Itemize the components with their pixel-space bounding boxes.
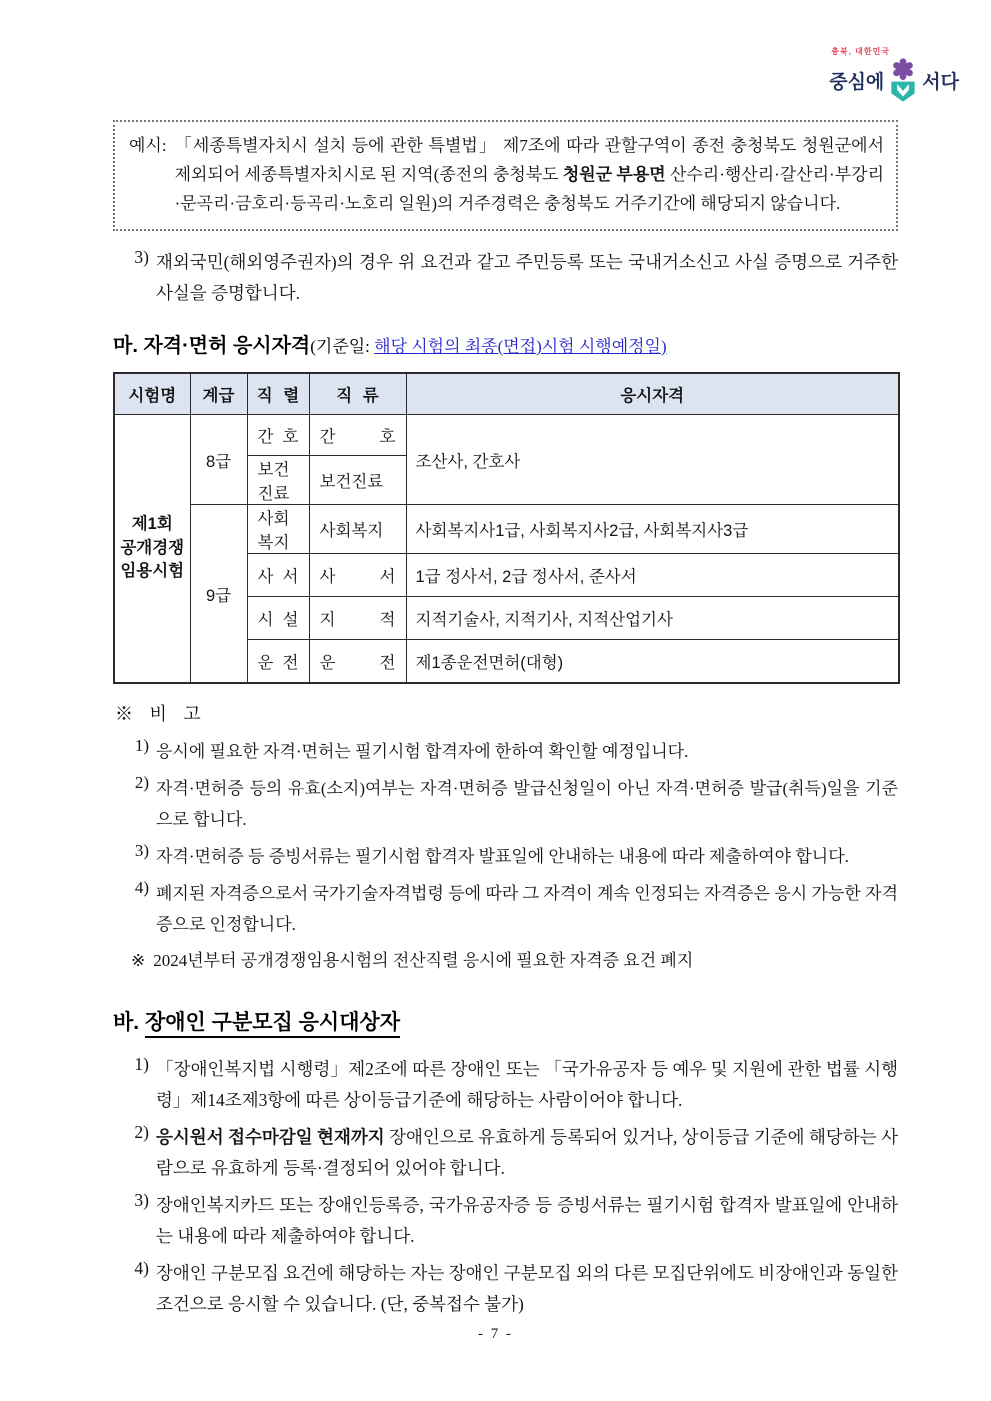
logo-mark [888, 58, 918, 102]
table-header-row [114, 373, 899, 415]
series-cell: 시 설 [247, 597, 309, 640]
item-number: 3) [134, 1190, 149, 1210]
class-cell: 간 호 [309, 415, 406, 456]
disabled-item [125, 1122, 898, 1184]
disabled-item [125, 1258, 898, 1320]
item-text [156, 1122, 898, 1184]
col-grade: 계급 [190, 373, 247, 415]
class-cell: 사회복지 [309, 505, 406, 554]
item-text-bold: 응시원서 접수마감일 현재까지 [156, 1127, 385, 1147]
chungbuk-logo [829, 46, 959, 102]
series-cell: 보건진료 [247, 456, 309, 505]
item-number: 3) [134, 247, 149, 267]
qualification-cell: 조산사, 간호사 [406, 415, 899, 505]
item-text: 응시에 필요한 자격·면허는 필기시험 합격자에 한하여 확인할 예정입니다. [156, 742, 689, 761]
remarks-header: ※ 비 고 [115, 704, 201, 724]
remark-item [125, 841, 898, 872]
item-number: 2) [134, 1122, 149, 1142]
section-label: 마. [113, 335, 138, 357]
residency-item-3 [125, 247, 898, 309]
class-cell: 사 서 [309, 554, 406, 597]
logo-tagline: 충북, 대한민국 [831, 47, 891, 56]
section-label: 바. [113, 1011, 140, 1034]
series-cell: 사 서 [247, 554, 309, 597]
class-cell: 운 전 [309, 640, 406, 684]
criteria-date-link[interactable]: 해당 시험의 최종(면접)시험 시행예정일) [374, 337, 667, 356]
series-cell: 운 전 [247, 640, 309, 684]
remark-item [125, 878, 898, 940]
qualification-cell: 제1종운전면허(대형) [406, 640, 899, 684]
qualification-cell: 사회복지사1급, 사회복지사2급, 사회복지사3급 [406, 505, 899, 554]
grade-9-cell: 9급 [190, 505, 247, 684]
example-text-run: 「세종특별자치시 설치 등에 관한 특별법」 제7조에 따라 관할구역이 종전 충청북도 청원군에서 제외되어 세종특별자치시로 된 지역(종전의 충청북도 [174, 136, 884, 184]
disabled-item [125, 1190, 898, 1252]
example-text-bold: 청원군 부용면 [562, 165, 666, 184]
item-number: 3) [134, 841, 149, 860]
table-row [114, 415, 899, 456]
exam-name-line: 제1회 [131, 514, 173, 533]
qualification-table [113, 372, 900, 684]
disabled-item [125, 1054, 898, 1116]
class-cell: 보건진료 [309, 456, 406, 505]
exam-name-cell [114, 415, 190, 684]
example-label: 예시: [129, 136, 167, 155]
item-text: 재외국민(해외영주권자)의 경우 위 요건과 같고 주민등록 또는 국내거소신고 사실 증명으로 거주한 사실을 증명합니다. [156, 252, 898, 303]
item-text: 장애인복지카드 또는 장애인등록증, 국가유공자증 등 증빙서류는 필기시험 합격자 발표일에 안내하는 내용에 따라 제출하여야 합니다. [156, 1195, 898, 1246]
page-number: - 7 - [478, 1326, 513, 1342]
item-text: 자격·면허증 등 증빙서류는 필기시험 합격자 발표일에 안내하는 내용에 따라 제출하여야 합니다. [156, 847, 849, 866]
col-qualification: 응시자격 [406, 373, 899, 415]
grade-8-cell: 8급 [190, 415, 247, 505]
remark-extra-note [131, 946, 898, 976]
item-text: 자격·면허증 등의 유효(소지)여부는 자격·면허증 발급신청일이 아닌 자격·면허증 발급(취득)일을 기준으로 합니다. [156, 779, 898, 829]
shield-icon [892, 82, 915, 102]
item-number: 1) [134, 1054, 149, 1074]
col-series: 직 렬 [247, 373, 309, 415]
class-cell: 지 적 [309, 597, 406, 640]
item-number: 1) [134, 736, 149, 755]
example-text [175, 131, 884, 218]
asterisk-marker: ※ [131, 951, 146, 970]
item-text: 2024년부터 공개경쟁임용시험의 전산직렬 응시에 필요한 자격증 요건 폐지 [153, 951, 694, 970]
logo-text-left: 중심에 [829, 71, 885, 93]
logo-text-right: 서다 [922, 71, 959, 93]
item-text: 폐지된 자격증으로서 국가기술자격법령 등에 따라 그 자격이 계속 인정되는 자격증은 응시 가능한 자격증으로 인정합니다. [156, 884, 898, 934]
section-title: 자격·면허 응시자격 [143, 335, 311, 357]
exam-name-line: 공개경쟁 [120, 538, 185, 557]
qualification-cell: 지적기술사, 지적기사, 지적산업기사 [406, 597, 899, 640]
item-text: 「장애인복지법 시행령」제2조에 따른 장애인 또는 「국가유공자 등 예우 및 지원에 관한 법률 시행령」제14조제3항에 따른 상이등급기준에 해당하는 사람이어야 합니다. [156, 1059, 898, 1110]
flower-icon [892, 58, 914, 80]
example-note-box [113, 120, 898, 231]
exam-name-line: 임용시험 [120, 562, 185, 581]
item-number: 4) [134, 878, 149, 897]
col-exam-name: 시험명 [114, 373, 190, 415]
item-number: 2) [134, 773, 149, 792]
item-text-run: 장애인으로 유효하게 등록되어 있거나, 상이등급 기준에 해당하는 사람으로 유효하게 등록·결정되어 있어야 합니다. [156, 1127, 898, 1178]
col-class: 직 류 [309, 373, 406, 415]
item-number: 4) [134, 1258, 149, 1278]
remark-item [125, 736, 898, 767]
section-ma-heading [113, 329, 898, 358]
criteria-date-prefix: (기준일: [310, 337, 375, 356]
qualification-cell: 1급 정사서, 2급 정사서, 준사서 [406, 554, 899, 597]
section-ba-heading [113, 1006, 898, 1036]
series-cell: 간 호 [247, 415, 309, 456]
table-row [114, 505, 899, 554]
item-text: 장애인 구분모집 요건에 해당하는 자는 장애인 구분모집 외의 다른 모집단위에도 비장애인과 동일한 조건으로 응시할 수 있습니다. (단, 중복접수 불가) [156, 1263, 898, 1314]
remark-item [125, 773, 898, 835]
example-text-run: 산수리·행산리·갈산리·부강리·문곡리·금호리·등곡리·노호리 일원)의 거주경력은 충청북도 거주기간에 해당되지 않습니다. [174, 165, 884, 213]
section-title: 장애인 구분모집 응시대상자 [145, 1011, 400, 1038]
series-cell: 사회복지 [247, 505, 309, 554]
